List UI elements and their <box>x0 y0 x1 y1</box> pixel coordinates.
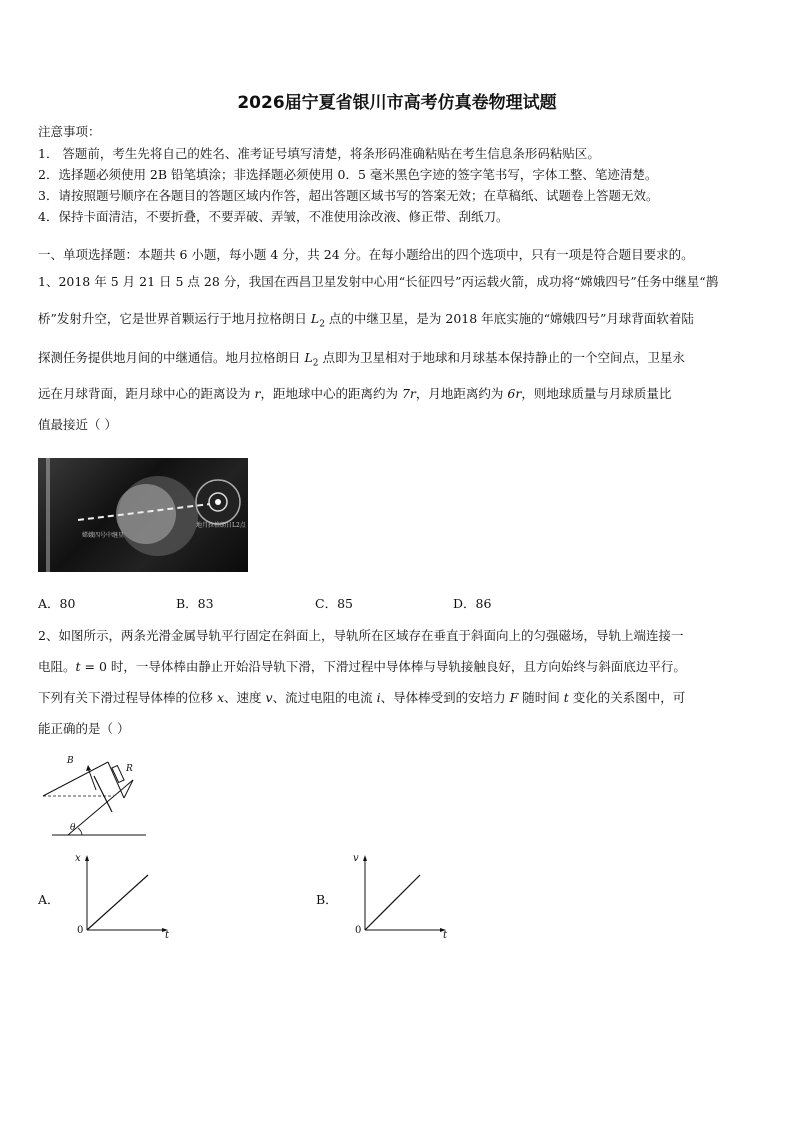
section-heading: 一、单项选择题：本题共 6 小题，每小题 4 分，共 24 分。在每小题给出的四个选项中，只有一项是符合题目要求的。 <box>38 247 694 262</box>
q1-option-c[interactable]: C．85 <box>315 596 353 611</box>
q2-option-a[interactable]: A． <box>38 892 60 907</box>
notice-item-1: 1． 答题前，考生先将自己的姓名、准考证号填写清楚，将条形码准确粘贴在考生信息条形码粘贴区。 <box>38 146 600 161</box>
q2-line-4: 能正确的是（ ） <box>38 721 130 736</box>
magnetic-field-label: B <box>67 756 74 766</box>
graph-b-origin: 0 <box>355 925 362 936</box>
q2-line-1: 2、如图所示，两条光滑金属导轨平行固定在斜面上，导轨所在区域存在垂直于斜面向上的匀强磁场，导轨上端连接一 <box>38 628 684 643</box>
notice-item-4: 4．保持卡面清洁，不要折叠，不要弄破、弄皱，不准使用涂改液、修正带、刮纸刀。 <box>38 209 509 224</box>
photo-label-left: 嫦娥四号中继星 <box>82 532 125 539</box>
resistor-label: R <box>126 764 133 774</box>
graph-b-v-t <box>360 855 450 935</box>
q1-line-4: 远在月球背面，距月球中心的距离设为 r，距地球中心的距离约为 7r，月地距离约为 6r，则地球质量与月球质量比 <box>38 386 672 401</box>
notice-item-2: 2．选择题必须使用 2B 铅笔填涂；非选择题必须使用 0．5 毫米黑色字迹的签字笔书写，字体工整、笔迹清楚。 <box>38 167 658 182</box>
angle-theta-label: θ <box>70 823 76 833</box>
q1-line-5: 值最接近（ ） <box>38 417 117 432</box>
graph-b-y-label: v <box>353 853 359 864</box>
q2-line-2: 电阻。t = 0 时，一导体棒由静止开始沿导轨下滑，下滑过程中导体棒与导轨接触良好，且方向始终与斜面底边平行。 <box>38 659 686 674</box>
q1-option-a[interactable]: A．80 <box>38 596 76 611</box>
q1-option-b[interactable]: B．83 <box>176 596 214 611</box>
notice-heading: 注意事项： <box>38 124 101 139</box>
graph-a-y-label: x <box>75 853 81 864</box>
notice-item-3: 3．请按照题号顺序在各题目的答题区域内作答，超出答题区域书写的答案无效；在草稿纸、试题卷上答题无效。 <box>38 188 659 203</box>
photo-label-right: 地月拉格朗日L2点 <box>196 522 246 529</box>
q1-line-1: 1、2018 年 5 月 21 日 5 点 28 分，我国在西昌卫星发射中心用“长征四号”丙运载火箭，成功将“嫦娥四号”任务中继星“鹊 <box>38 274 719 289</box>
q1-line-3: 探测任务提供地月间的中继通信。地月拉格朗日 $L_2$ 点即为卫星相对于地球和月球基本保持静止的一个空间点，卫星永 <box>38 350 686 369</box>
graph-b-x-label: t <box>443 930 448 941</box>
graph-a-x-t <box>82 855 172 935</box>
graph-a-origin: 0 <box>77 925 84 936</box>
q1-line-2: 桥”发射升空，它是世界首颗运行于地月拉格朗日 $L_2$ 点的中继卫星，是为 2018 年底实施的“嫦娥四号”月球背面软着陆 <box>38 311 694 330</box>
q2-option-b[interactable]: B． <box>316 892 338 907</box>
q2-line-3: 下列有关下滑过程导体棒的位移 x、速度 v、流过电阻的电流 i、导体棒受到的安培力 F 随时间 t 变化的关系图中，可 <box>38 690 686 705</box>
relay-satellite-photo <box>38 458 248 572</box>
page-title: 2026届宁夏省银川市高考仿真卷物理试题 <box>237 93 557 113</box>
graph-a-x-label: t <box>165 930 170 941</box>
q1-option-d[interactable]: D．86 <box>453 596 492 611</box>
